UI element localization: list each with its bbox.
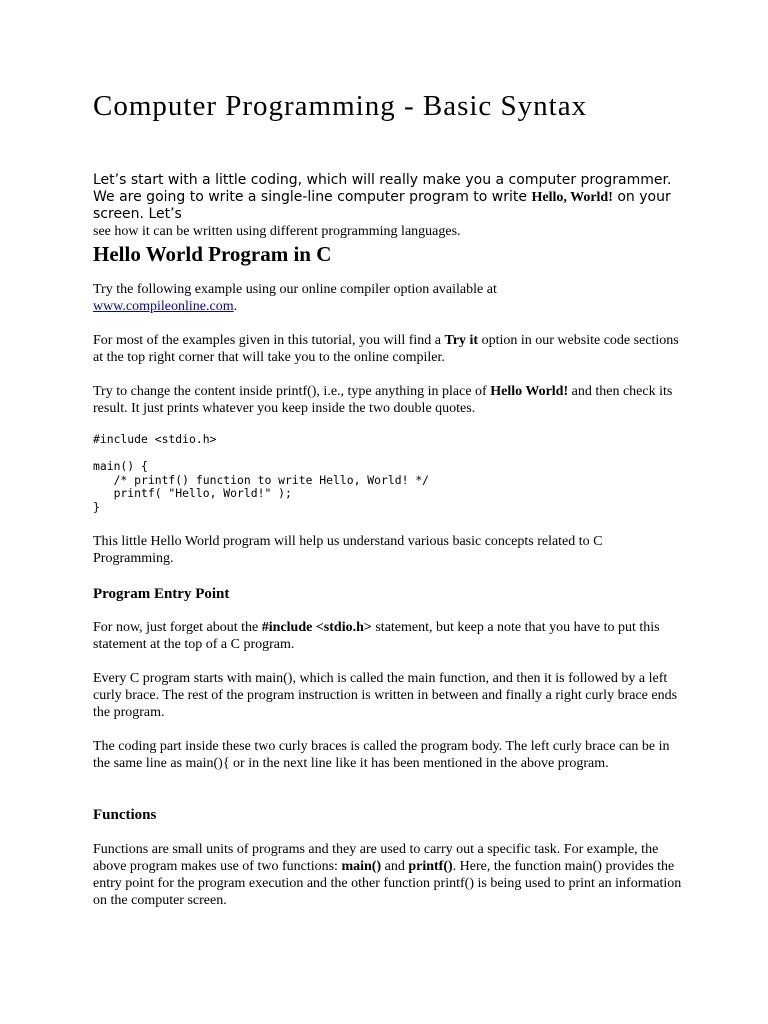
- try-it-text-1: For most of the examples given in this tutorial, you will find a: [93, 333, 445, 348]
- program-body-paragraph: The coding part inside these two curly braces is called the program body. The left curly brace can be in the same line as main(){ or in the next line like it has been mentioned in the above program.: [93, 739, 670, 771]
- functions-main-bold: main(): [341, 859, 382, 874]
- try-it-paragraph: [93, 332, 685, 366]
- include-bold: #include <stdio.h>: [261, 620, 372, 635]
- compiler-text-end: .: [233, 299, 238, 314]
- intro-text-3: see how it can be written using different programming languages.: [93, 224, 461, 239]
- compileonline-link[interactable]: www.compileonline.com: [93, 299, 234, 314]
- include-text-1: For now, just forget about the: [93, 620, 262, 635]
- intro-hello-world-bold: Hello, World!: [531, 190, 613, 205]
- functions-text-2: . Here, the function main() provides the entry point for the program execution and the other function printf() is being used to print an information on the computer screen.: [93, 859, 682, 908]
- functions-and-text: and: [381, 859, 409, 874]
- compiler-text: Try the following example using our online compiler option available at: [93, 282, 497, 297]
- printf-text-1: Try to change the content inside printf(), i.e., type anything in place of: [93, 384, 491, 399]
- functions-text-1: Functions are small units of programs and they are used to carry out a specific task. For example, the above program makes use of two functions:: [93, 842, 659, 874]
- code-block-main: main() { /* printf() function to write Hello, World! */ printf( "Hello, World!" ); }: [93, 459, 430, 514]
- intro-paragraph: [93, 172, 689, 240]
- hello-world-concepts-paragraph: This little Hello World program will help us understand various basic concepts related to C Programming.: [93, 534, 603, 566]
- include-paragraph: [93, 619, 685, 653]
- try-it-bold: Try it: [444, 333, 479, 348]
- section-heading-entry-point: Program Entry Point: [93, 586, 230, 602]
- main-function-paragraph: Every C program starts with main(), which is called the main function, and then it is followed by a left curly brace. The rest of the program instruction is written in between and finally a right curly brace ends the program.: [93, 671, 678, 720]
- try-it-text-2: option in our website code sections at the top right corner that will take you to the online compiler.: [93, 333, 679, 365]
- printf-text-2: and then check its result. It just prints whatever you keep inside the two double quotes.: [93, 384, 673, 416]
- section-heading-functions: Functions: [93, 807, 157, 823]
- functions-paragraph: [93, 841, 685, 909]
- include-text-2: statement, but keep a note that you have to put this statement at the top of a C program.: [93, 620, 660, 652]
- intro-text-1: Let’s start with a little coding, which will really make you a computer programmer. We are going to write a single-line computer program to write: [93, 172, 672, 205]
- intro-text-2: on your screen. Let’s: [93, 189, 671, 222]
- functions-printf-bold: printf(): [408, 859, 453, 874]
- page-title: Computer Programming - Basic Syntax: [93, 90, 588, 122]
- printf-hello-world-bold: Hello World!: [490, 384, 569, 399]
- code-include-line: #include <stdio.h>: [93, 432, 217, 446]
- section-heading-hello-world-c: Hello World Program in C: [93, 242, 332, 266]
- compiler-paragraph: [93, 281, 685, 315]
- printf-paragraph: [93, 383, 685, 417]
